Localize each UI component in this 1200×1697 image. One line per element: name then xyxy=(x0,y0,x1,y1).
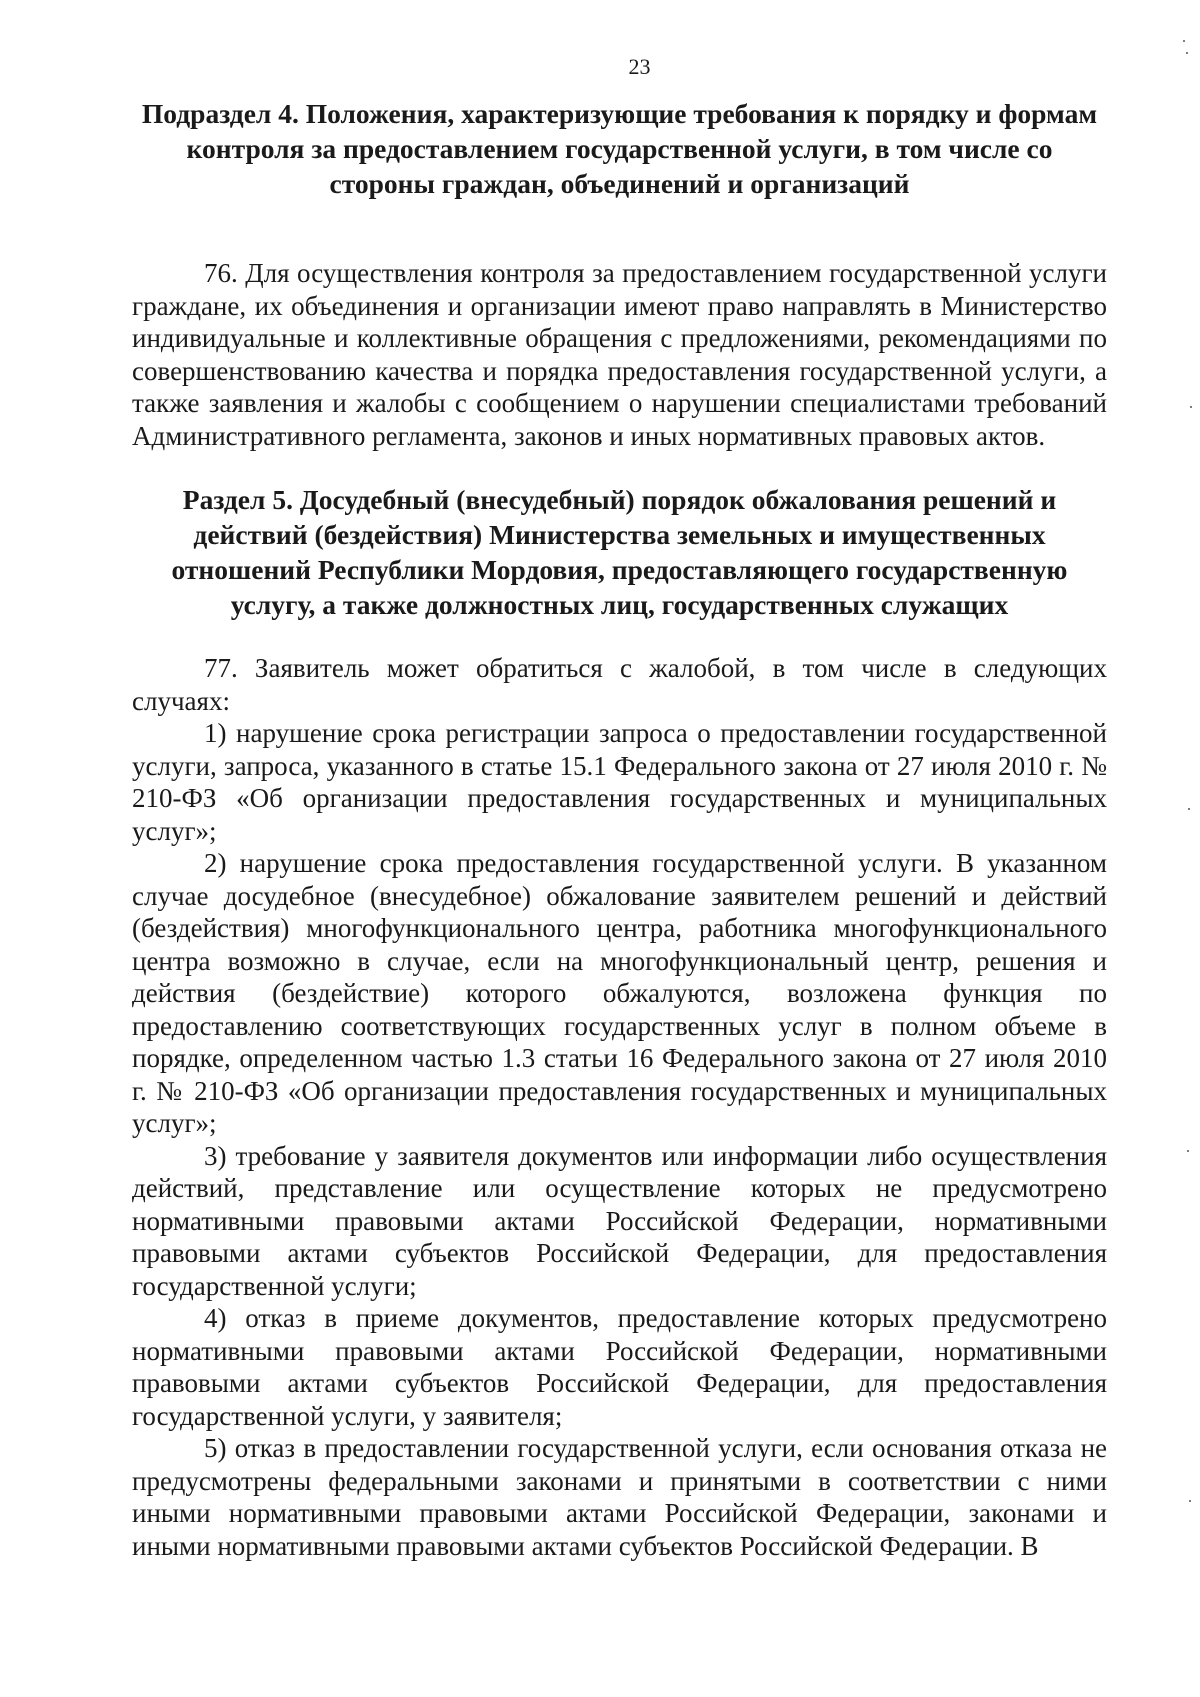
paragraph-76: 76. Для осуществления контроля за предоставлением государственной услуги граждане, их объединения и организации имеют право направлять в Министерство индивидуальные и коллективные обращения с предложениями, рекомендациями по совершенствованию качества и порядка предоставления государственной услуги, а также заявления и жалобы с сообщением о нарушении специалистами требований Административного регламента, законов и иных нормативных правовых актов. xyxy=(132,258,1107,451)
list-item-4: 4) отказ в приеме документов, предоставление которых предусмотрено нормативными правовыми актами Российской Федерации, нормативными правовыми актами субъектов Российской Федерации, для предоставления государственной услуги, у заявителя; xyxy=(132,1303,1107,1431)
page-number: 23 xyxy=(628,54,651,79)
paragraph-77: 77. Заявитель может обратиться с жалобой, в том числе в следующих случаях: xyxy=(132,653,1107,716)
scan-speck xyxy=(1187,1150,1189,1152)
section-5-heading: Раздел 5. Досудебный (внесудебный) порядок обжалования решений и действий (бездействия) Министерства земельных и имущественных отношений Республики Мордовия, предоставляющего государственную услугу, а также должностных лиц, государственных служащих xyxy=(171,484,1068,620)
subsection-4-heading: Подраздел 4. Положения, характеризующие требования к порядку и формам контроля за предоставлением государственной услуги, в том числе со стороны граждан, объединений и организаций xyxy=(141,98,1098,199)
scan-speck xyxy=(1189,1500,1191,1502)
scan-speck xyxy=(1188,808,1190,810)
list-item-2: 2) нарушение срока предоставления государственной услуги. В указанном случае досудебное (внесудебное) обжалование заявителем решений и действий (бездействия) многофункционального центра, работника многофункционального центра возможно в случае, если на многофункциональный центр, решения и действия (бездействие) которого обжалуются, возложена функция по предоставлению соответствующих государственных услуг в полном объеме в порядке, определенном частью 1.3 статьи 16 Федерального закона от 27 июля 2010 г. № 210-ФЗ «Об организации предоставления государственных и муниципальных услуг»; xyxy=(132,848,1107,1138)
scan-speck xyxy=(1183,40,1185,42)
document-page xyxy=(132,54,1107,1562)
list-item-3: 3) требование у заявителя документов или информации либо осуществления действий, представление или осуществление которых не предусмотрено нормативными правовыми актами Российской Федерации, нормативными правовыми актами субъектов Российской Федерации, для предоставления государственной услуги; xyxy=(132,1140,1107,1301)
scan-speck xyxy=(1190,406,1192,408)
list-item-5: 5) отказ в предоставлении государственной услуги, если основания отказа не предусмотрены федеральными законами и принятыми в соответствии с ними иными нормативными правовыми актами Российской Федерации, законами и иными нормативными правовыми актами субъектов Российской Федерации. В xyxy=(132,1433,1107,1561)
scan-speck xyxy=(1186,52,1188,54)
list-item-1: 1) нарушение срока регистрации запроса о предоставлении государственной услуги, запроса, указанного в статье 15.1 Федерального закона от 27 июля 2010 г. № 210-ФЗ «Об организации предоставления государственных и муниципальных услуг»; xyxy=(132,718,1107,846)
